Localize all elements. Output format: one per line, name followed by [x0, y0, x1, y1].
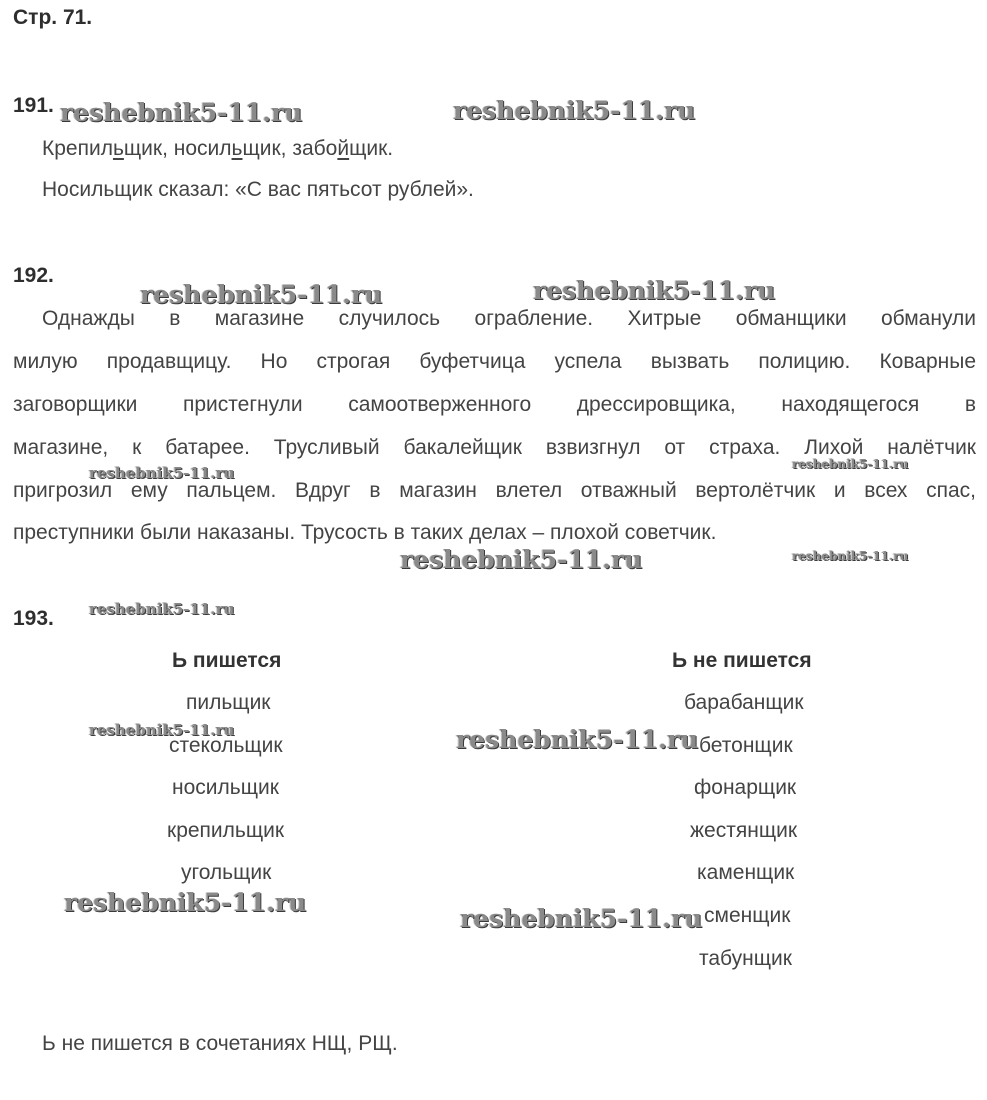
watermark: reshebnik5-11.ru: [64, 888, 307, 917]
watermark: reshebnik5-11.ru: [89, 464, 235, 482]
exercise-192-line-4: магазине, к батарее. Трусливый бакалейщик взвизгнул от страха. Лихой налётчик: [13, 436, 976, 459]
watermark: reshebnik5-11.ru: [456, 725, 699, 754]
exercise-191-number: 191.: [13, 94, 54, 117]
page-number: Стр. 71.: [13, 6, 93, 29]
list-item: каменщик: [697, 861, 795, 884]
list-item: барабанщик: [684, 691, 804, 714]
watermark: reshebnik5-11.ru: [792, 549, 909, 563]
list-item: носильщик: [172, 776, 279, 799]
column-header-no-soft-sign: Ь не пишется: [672, 649, 812, 672]
exercise-192-number: 192.: [13, 264, 54, 287]
exercise-192-line-6: преступники были наказаны. Трусость в таких делах – плохой советчик.: [13, 521, 717, 544]
rule-note: Ь не пишется в сочетаниях НЩ, РЩ.: [42, 1032, 398, 1055]
list-item: угольщик: [181, 861, 272, 884]
list-item: жестянщик: [690, 819, 798, 842]
list-item: стекольщик: [169, 734, 283, 757]
exercise-192-line-1: Однажды в магазине случилось ограбление. Хитрые обманщики обманули: [42, 307, 976, 330]
exercise-191-line-2: Носильщик сказал: «С вас пятьсот рублей».: [42, 178, 474, 201]
list-item: крепильщик: [167, 819, 285, 842]
column-header-soft-sign: Ь пишется: [172, 649, 282, 672]
exercise-193-number: 193.: [13, 607, 54, 630]
list-item: сменщик: [704, 904, 791, 927]
list-item: пильщик: [186, 691, 271, 714]
list-item: табунщик: [699, 947, 792, 970]
watermark: reshebnik5-11.ru: [89, 600, 235, 618]
exercise-192-line-2: милую продавщицу. Но строгая буфетчица успела вызвать полицию. Коварные: [13, 350, 976, 373]
exercise-192-line-5: пригрозил ему пальцем. Вдруг в магазин влетел отважный вертолётчик и всех спас,: [13, 479, 976, 502]
watermark: reshebnik5-11.ru: [460, 904, 703, 933]
list-item: бетонщик: [699, 734, 793, 757]
watermark: reshebnik5-11.ru: [89, 721, 235, 739]
watermark: reshebnik5-11.ru: [140, 280, 383, 309]
watermark: reshebnik5-11.ru: [400, 545, 643, 574]
exercise-191-line-1: Крепильщик, носильщик, забойщик.: [42, 137, 394, 160]
list-item: фонарщик: [694, 776, 797, 799]
watermark: reshebnik5-11.ru: [533, 276, 776, 305]
watermark: reshebnik5-11.ru: [792, 457, 909, 471]
watermark: reshebnik5-11.ru: [453, 96, 696, 125]
watermark: reshebnik5-11.ru: [60, 98, 303, 127]
exercise-192-line-3: заговорщики пристегнули самоотверженного дрессировщика, находящегося в: [13, 393, 976, 416]
